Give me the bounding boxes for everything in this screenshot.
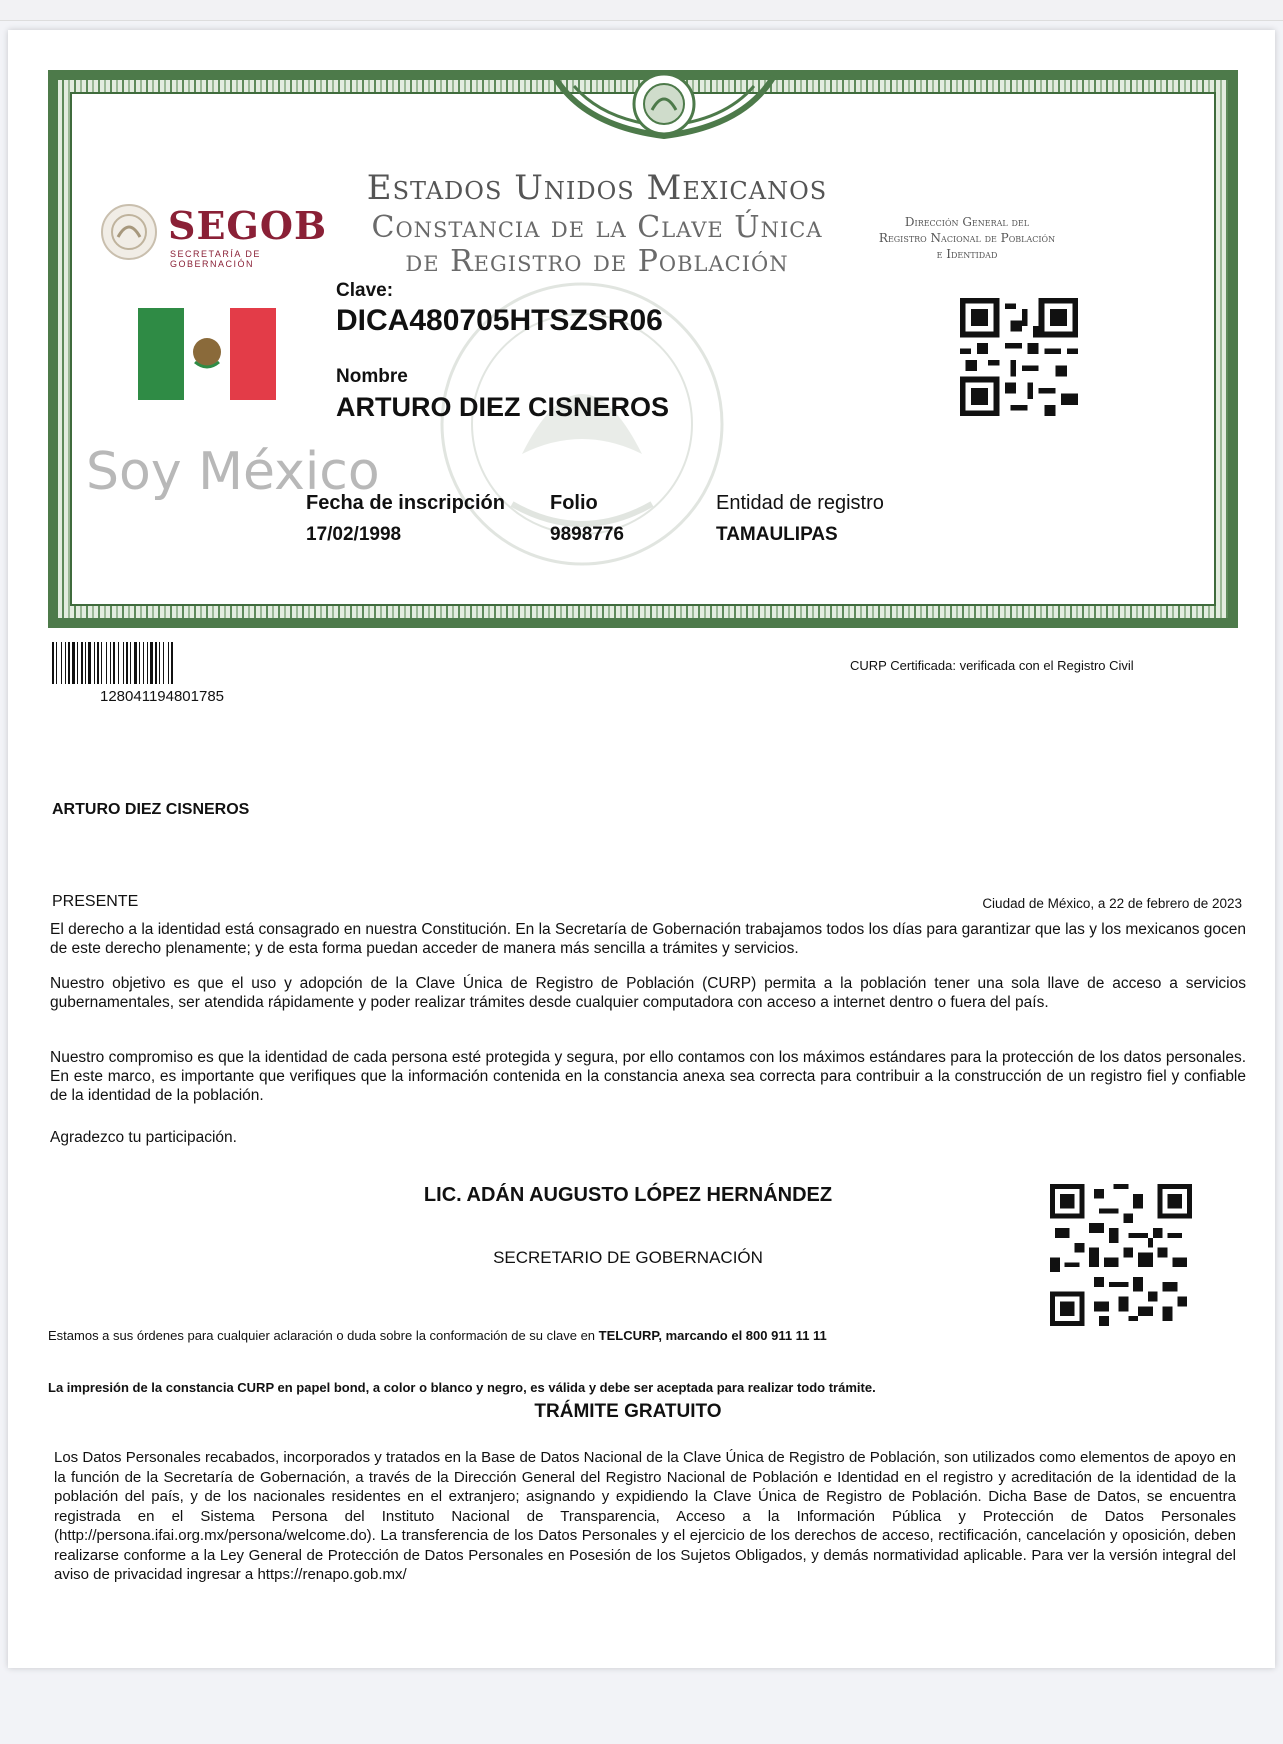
thanks-line: Agradezco tu participación. <box>50 1129 237 1146</box>
nombre-label: Nombre <box>336 366 408 387</box>
signer-title: SECRETARIO DE GOBERNACIÓN <box>493 1248 763 1267</box>
signer-name: LIC. ADÁN AUGUSTO LÓPEZ HERNÁNDEZ <box>423 1184 833 1206</box>
fecha-value: 17/02/1998 <box>306 524 402 545</box>
national-crest-icon <box>544 66 784 146</box>
clave-value: DICA480705HTSZSR06 <box>336 304 663 337</box>
curp-certificate <box>48 70 1238 628</box>
folio-value: 9898776 <box>550 524 624 545</box>
document-page <box>8 30 1275 1668</box>
document-title-line1: Constancia de la Clave Única <box>371 210 823 245</box>
slogan-text: Soy México <box>86 442 380 502</box>
entidad-value: TAMAULIPAS <box>716 524 838 545</box>
nombre-value: ARTURO DIEZ CISNEROS <box>336 392 670 422</box>
recipient-name: ARTURO DIEZ CISNEROS <box>52 801 250 818</box>
certified-note: CURP Certificada: verificada con el Registro Civil <box>850 658 1134 673</box>
certificate-body <box>70 92 1216 606</box>
fecha-label: Fecha de inscripción <box>306 492 505 514</box>
viewer-top-bar <box>0 0 1283 21</box>
segob-seal-icon <box>100 203 158 261</box>
privacy-notice: Los Datos Personales recabados, incorporados y tratados en la Base de Datos Nacional de la Clave Única de Registro de Población, son utilizados como elementos de apoyo en la función de la Secretaría de Gobernación, a través de la Dirección General del Registro Nacional de Población e Identidad en el registro y acreditación de la identidad de la población del país, y de los nacionales residentes en el extranjero; asignando y expidiendo la Clave Única de Registro de Población. Dicha Base de Datos, se encuentra registrada en el Sistema Persona del Instituto Nacional de Transparencia, Acceso a la Información Pública y Protección de Datos Personales (http://persona.ifai.org.mx/persona/welcome.do). La transferencia de los Datos Personales y el ejercicio de los derechos de acceso, rectificación, cancelación y oposición, deben realizarse conforme a la Ley General de Protección de Datos Personales en Posesión de los Sujetos Obligados, y demás normatividad aplicable. Para ver la versión integral del aviso de privacidad ingresar a https://renapo.gob.mx/ <box>54 1449 1236 1583</box>
place-date: Ciudad de México, a 22 de febrero de 2023 <box>982 896 1242 911</box>
entidad-label: Entidad de registro <box>716 492 884 514</box>
segob-subtitle: SECRETARÍA DE GOBERNACIÓN <box>170 249 261 269</box>
certificate-border-pattern <box>58 80 1228 618</box>
barcode-number: 128041194801785 <box>100 688 225 705</box>
paragraph-1: El derecho a la identidad está consagrado en nuestra Constitución. En la Secretaría de Gobernación trabajamos todos los días para garantizar que las y los mexicanos gocen de este derecho plenamente; y de esta forma puedan acceder de manera más sencilla a trámites y servicios. <box>50 921 1246 957</box>
qr-code-signature-icon <box>1050 1184 1192 1326</box>
validity-note: La impresión de la constancia CURP en papel bond, a color o blanco y negro, es válida y debe ser aceptada para realizar todo trámite. <box>48 1380 876 1395</box>
mexico-flag-icon <box>138 308 276 400</box>
barcode-icon <box>52 642 272 684</box>
folio-label: Folio <box>550 492 598 514</box>
segob-logo <box>100 199 340 269</box>
country-title: Estados Unidos Mexicanos <box>366 168 828 208</box>
directorate-label: Dirección General del Registro Nacional de Población e Identidad <box>878 215 1056 261</box>
clave-label: Clave: <box>336 280 394 301</box>
free-procedure-label: TRÁMITE GRATUITO <box>534 1401 722 1422</box>
salutation: PRESENTE <box>52 893 139 910</box>
contact-line: Estamos a sus órdenes para cualquier aclaración o duda sobre la conformación de su clave en TELCURP, marcando el 800 911 11 11 <box>48 1328 827 1343</box>
document-title-line2: de Registro de Población <box>405 244 789 279</box>
paragraph-3: Nuestro compromiso es que la identidad de cada persona esté protegida y segura, por ello contamos con los máximos estándares para la protección de los datos personales. En este marco, es importante que verifiques que la información contenida en la constancia anexa sea correcta para contribuir a la construcción de un registro fiel y confiable de la identidad de la población. <box>50 1049 1246 1104</box>
paragraph-2: Nuestro objetivo es que el uso y adopción de la Clave Única de Registro de Población (CURP) permita a la población tener una sola llave de acceso a servicios gubernamentales, ser atendida rápidamente y poder realizar trámites desde cualquier computadora con acceso a internet dentro o fuera del país. <box>50 975 1246 1011</box>
segob-wordmark: SEGOB <box>168 203 328 248</box>
qr-code-icon <box>960 298 1078 416</box>
